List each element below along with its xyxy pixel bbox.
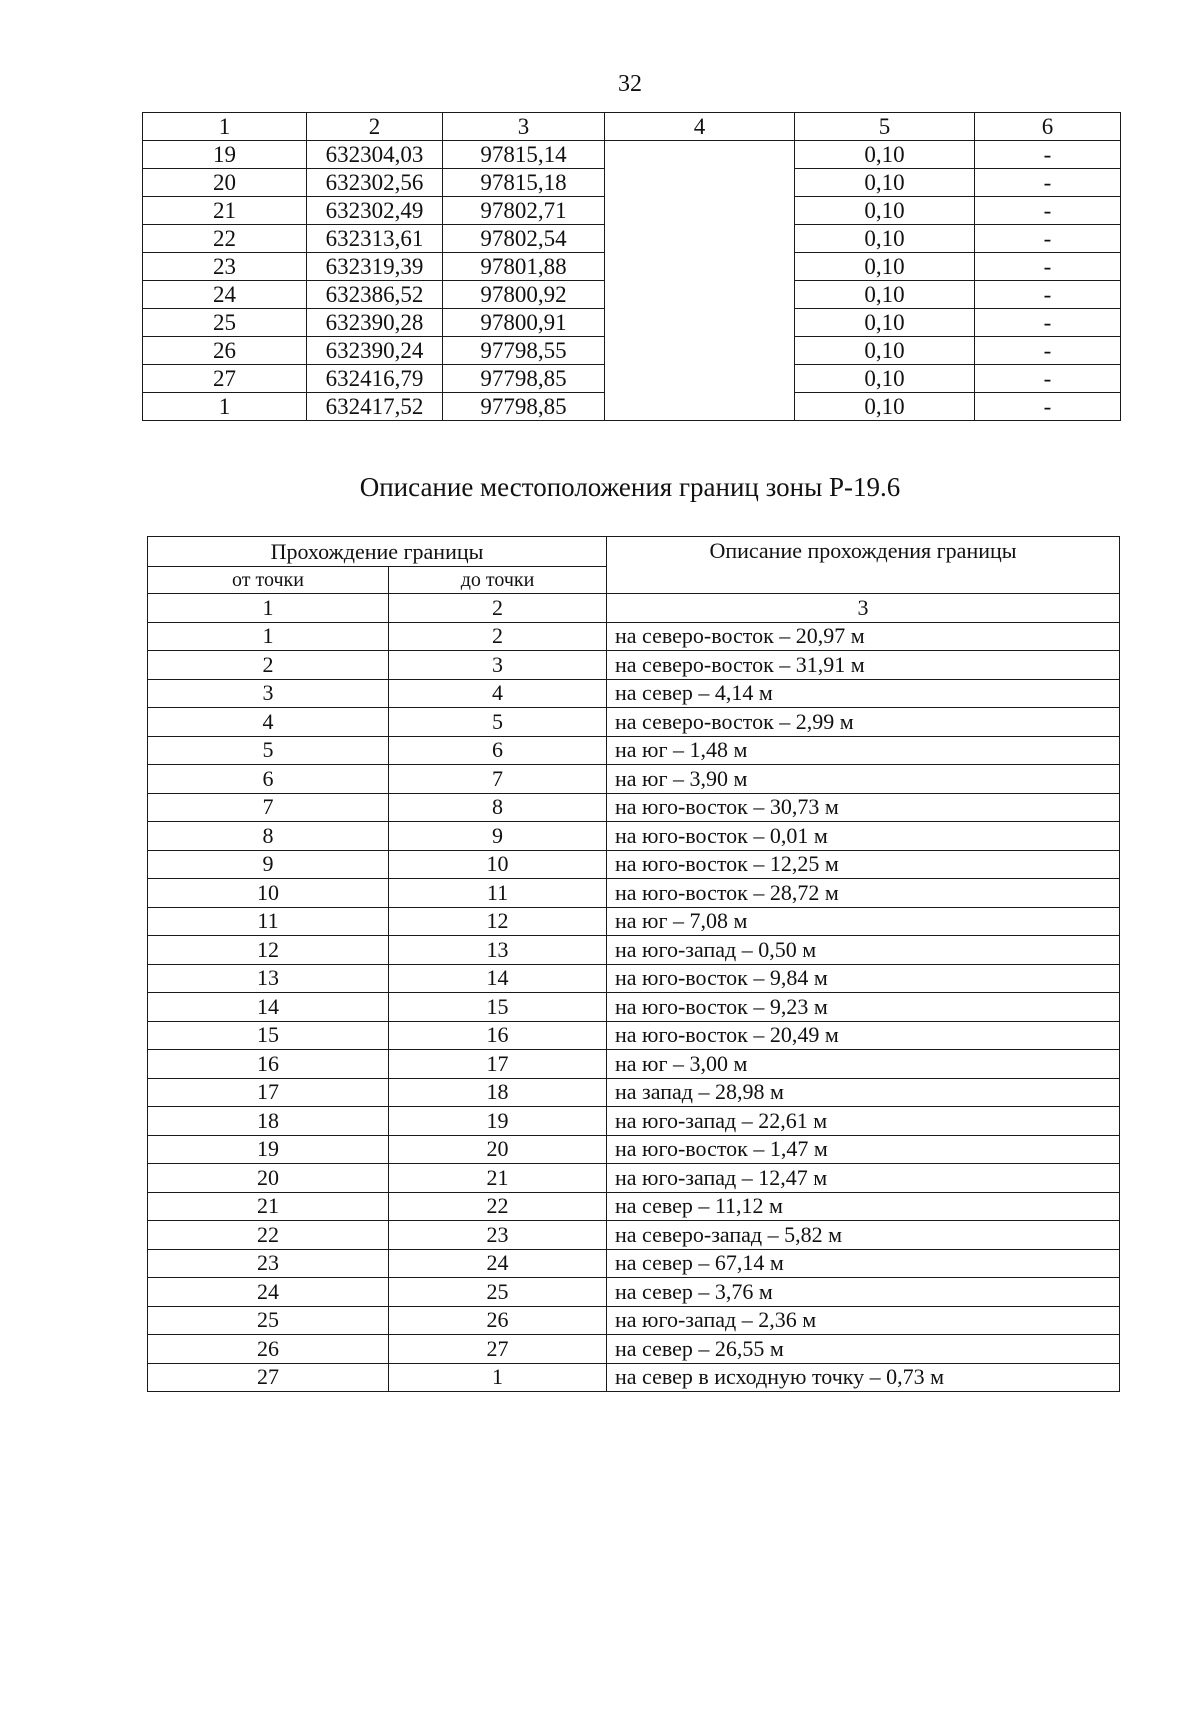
from-point-cell: 17 [148, 1078, 389, 1107]
from-point-cell: 1 [148, 622, 389, 651]
from-point-cell: 26 [148, 1335, 389, 1364]
boundary-row [148, 1135, 1120, 1164]
to-point-cell: 22 [389, 1192, 607, 1221]
x-coordinate-cell: 632390,24 [307, 337, 443, 365]
boundary-index-cell: 2 [389, 594, 607, 623]
from-point-cell: 9 [148, 850, 389, 879]
boundary-row [148, 708, 1120, 737]
to-point-cell: 14 [389, 964, 607, 993]
boundary-description-cell: на юго-восток – 0,01 м [607, 822, 1120, 851]
boundary-row [148, 1192, 1120, 1221]
boundary-row [148, 1306, 1120, 1335]
to-point-cell: 21 [389, 1164, 607, 1193]
point-number-cell: 1 [143, 393, 307, 421]
x-coordinate-cell: 632386,52 [307, 281, 443, 309]
boundary-description-cell: на север – 11,12 м [607, 1192, 1120, 1221]
accuracy-cell: 0,10 [795, 337, 975, 365]
to-point-cell: 4 [389, 679, 607, 708]
to-point-cell: 5 [389, 708, 607, 737]
boundary-row [148, 993, 1120, 1022]
coordinates-header-cell: 3 [443, 113, 605, 141]
boundary-description-cell: на юго-восток – 20,49 м [607, 1021, 1120, 1050]
from-point-cell: 19 [148, 1135, 389, 1164]
point-number-cell: 26 [143, 337, 307, 365]
from-point-cell: 20 [148, 1164, 389, 1193]
from-point-cell: 13 [148, 964, 389, 993]
boundary-pass-header: Прохождение границы [148, 537, 607, 567]
boundary-description-cell: на юго-восток – 28,72 м [607, 879, 1120, 908]
y-coordinate-cell: 97815,18 [443, 169, 605, 197]
boundary-row [148, 964, 1120, 993]
from-point-cell: 22 [148, 1221, 389, 1250]
y-coordinate-cell: 97798,85 [443, 393, 605, 421]
accuracy-cell: 0,10 [795, 253, 975, 281]
coordinates-table-body [143, 141, 1121, 421]
y-coordinate-cell: 97802,71 [443, 197, 605, 225]
to-point-cell: 26 [389, 1306, 607, 1335]
coordinates-header-cell: 2 [307, 113, 443, 141]
coordinates-header-cell: 6 [975, 113, 1121, 141]
to-point-cell: 18 [389, 1078, 607, 1107]
boundary-description-cell: на юг – 3,00 м [607, 1050, 1120, 1079]
from-point-cell: 24 [148, 1278, 389, 1307]
boundary-index-cell: 1 [148, 594, 389, 623]
boundary-row [148, 1164, 1120, 1193]
from-point-cell: 15 [148, 1021, 389, 1050]
from-point-cell: 18 [148, 1107, 389, 1136]
note-cell: - [975, 365, 1121, 393]
from-point-cell: 12 [148, 936, 389, 965]
boundary-description-cell: на север – 4,14 м [607, 679, 1120, 708]
point-number-cell: 21 [143, 197, 307, 225]
from-point-cell: 23 [148, 1249, 389, 1278]
to-point-cell: 15 [389, 993, 607, 1022]
note-cell: - [975, 225, 1121, 253]
from-point-cell: 3 [148, 679, 389, 708]
boundary-description-cell: на юго-запад – 0,50 м [607, 936, 1120, 965]
note-cell: - [975, 141, 1121, 169]
boundary-row [148, 1107, 1120, 1136]
boundary-index-row [148, 594, 1120, 623]
x-coordinate-cell: 632302,49 [307, 197, 443, 225]
point-number-cell: 22 [143, 225, 307, 253]
y-coordinate-cell: 97800,92 [443, 281, 605, 309]
boundary-row [148, 622, 1120, 651]
to-point-cell: 24 [389, 1249, 607, 1278]
to-point-cell: 6 [389, 736, 607, 765]
boundary-description-cell: на север в исходную точку – 0,73 м [607, 1363, 1120, 1392]
boundary-description-cell: на юго-восток – 12,25 м [607, 850, 1120, 879]
coordinates-header-cell: 1 [143, 113, 307, 141]
boundary-description-table [147, 536, 1120, 1392]
to-point-cell: 9 [389, 822, 607, 851]
boundary-description-cell: на северо-восток – 31,91 м [607, 651, 1120, 680]
boundary-description-cell: на юго-восток – 9,23 м [607, 993, 1120, 1022]
boundary-description-cell: на северо-восток – 20,97 м [607, 622, 1120, 651]
page-number: 32 [618, 71, 642, 97]
boundary-row [148, 793, 1120, 822]
note-cell: - [975, 281, 1121, 309]
boundary-row [148, 1249, 1120, 1278]
boundary-row [148, 1278, 1120, 1307]
boundary-description-cell: на северо-запад – 5,82 м [607, 1221, 1120, 1250]
boundary-row [148, 879, 1120, 908]
boundary-description-cell: на северо-восток – 2,99 м [607, 708, 1120, 737]
from-point-cell: 16 [148, 1050, 389, 1079]
method-cell-empty [605, 141, 795, 421]
to-point-cell: 20 [389, 1135, 607, 1164]
from-point-cell: 5 [148, 736, 389, 765]
x-coordinate-cell: 632416,79 [307, 365, 443, 393]
coordinates-header-row [143, 113, 1121, 141]
from-point-cell: 4 [148, 708, 389, 737]
accuracy-cell: 0,10 [795, 365, 975, 393]
to-point-cell: 12 [389, 907, 607, 936]
x-coordinate-cell: 632319,39 [307, 253, 443, 281]
note-cell: - [975, 393, 1121, 421]
to-point-cell: 7 [389, 765, 607, 794]
x-coordinate-cell: 632304,03 [307, 141, 443, 169]
y-coordinate-cell: 97800,91 [443, 309, 605, 337]
y-coordinate-cell: 97802,54 [443, 225, 605, 253]
y-coordinate-cell: 97801,88 [443, 253, 605, 281]
boundary-description-cell: на север – 3,76 м [607, 1278, 1120, 1307]
to-point-cell: 10 [389, 850, 607, 879]
to-point-cell: 27 [389, 1335, 607, 1364]
point-number-cell: 23 [143, 253, 307, 281]
accuracy-cell: 0,10 [795, 169, 975, 197]
boundary-row [148, 736, 1120, 765]
point-number-cell: 20 [143, 169, 307, 197]
boundary-row [148, 850, 1120, 879]
boundary-description-header: Описание прохождения границы [607, 537, 1120, 594]
to-point-cell: 17 [389, 1050, 607, 1079]
note-cell: - [975, 253, 1121, 281]
boundary-row [148, 1078, 1120, 1107]
coordinates-row [143, 141, 1121, 169]
boundary-table-body [148, 622, 1120, 1392]
boundary-row [148, 679, 1120, 708]
y-coordinate-cell: 97815,14 [443, 141, 605, 169]
boundary-row [148, 1335, 1120, 1364]
point-number-cell: 25 [143, 309, 307, 337]
boundary-row [148, 765, 1120, 794]
section-title: Описание местоположения границ зоны Р-19.6 [359, 472, 901, 502]
boundary-description-cell: на юго-восток – 9,84 м [607, 964, 1120, 993]
boundary-description-cell: на юго-восток – 1,47 м [607, 1135, 1120, 1164]
from-point-cell: 21 [148, 1192, 389, 1221]
to-point-cell: 11 [389, 879, 607, 908]
to-point-cell: 2 [389, 622, 607, 651]
from-point-cell: 6 [148, 765, 389, 794]
coordinates-header-cell: 5 [795, 113, 975, 141]
from-point-cell: 2 [148, 651, 389, 680]
boundary-row [148, 1221, 1120, 1250]
y-coordinate-cell: 97798,55 [443, 337, 605, 365]
to-point-cell: 13 [389, 936, 607, 965]
accuracy-cell: 0,10 [795, 141, 975, 169]
accuracy-cell: 0,10 [795, 225, 975, 253]
y-coordinate-cell: 97798,85 [443, 365, 605, 393]
boundary-description-cell: на юго-запад – 2,36 м [607, 1306, 1120, 1335]
boundary-row [148, 1050, 1120, 1079]
x-coordinate-cell: 632417,52 [307, 393, 443, 421]
point-number-cell: 24 [143, 281, 307, 309]
boundary-row [148, 1021, 1120, 1050]
from-point-header: от точки [148, 567, 389, 594]
from-point-cell: 14 [148, 993, 389, 1022]
boundary-description-cell: на север – 67,14 м [607, 1249, 1120, 1278]
note-cell: - [975, 197, 1121, 225]
from-point-cell: 10 [148, 879, 389, 908]
boundary-row [148, 651, 1120, 680]
boundary-description-cell: на юг – 1,48 м [607, 736, 1120, 765]
accuracy-cell: 0,10 [795, 309, 975, 337]
to-point-cell: 25 [389, 1278, 607, 1307]
accuracy-cell: 0,10 [795, 281, 975, 309]
x-coordinate-cell: 632390,28 [307, 309, 443, 337]
from-point-cell: 7 [148, 793, 389, 822]
boundary-description-cell: на юго-запад – 12,47 м [607, 1164, 1120, 1193]
to-point-cell: 23 [389, 1221, 607, 1250]
from-point-cell: 11 [148, 907, 389, 936]
note-cell: - [975, 169, 1121, 197]
point-number-cell: 19 [143, 141, 307, 169]
boundary-row [148, 1363, 1120, 1392]
accuracy-cell: 0,10 [795, 393, 975, 421]
coordinates-table [142, 112, 1121, 421]
boundary-row [148, 907, 1120, 936]
to-point-cell: 16 [389, 1021, 607, 1050]
boundary-description-cell: на север – 26,55 м [607, 1335, 1120, 1364]
boundary-description-cell: на юг – 3,90 м [607, 765, 1120, 794]
boundary-row [148, 822, 1120, 851]
boundary-description-cell: на юго-восток – 30,73 м [607, 793, 1120, 822]
note-cell: - [975, 337, 1121, 365]
to-point-cell: 19 [389, 1107, 607, 1136]
boundary-row [148, 936, 1120, 965]
to-point-cell: 1 [389, 1363, 607, 1392]
to-point-cell: 8 [389, 793, 607, 822]
from-point-cell: 27 [148, 1363, 389, 1392]
boundary-index-cell: 3 [607, 594, 1120, 623]
accuracy-cell: 0,10 [795, 197, 975, 225]
boundary-description-cell: на запад – 28,98 м [607, 1078, 1120, 1107]
x-coordinate-cell: 632302,56 [307, 169, 443, 197]
from-point-cell: 8 [148, 822, 389, 851]
boundary-description-cell: на юго-запад – 22,61 м [607, 1107, 1120, 1136]
to-point-cell: 3 [389, 651, 607, 680]
boundary-header-row [148, 537, 1120, 567]
coordinates-header-cell: 4 [605, 113, 795, 141]
boundary-description-cell: на юг – 7,08 м [607, 907, 1120, 936]
x-coordinate-cell: 632313,61 [307, 225, 443, 253]
from-point-cell: 25 [148, 1306, 389, 1335]
point-number-cell: 27 [143, 365, 307, 393]
to-point-header: до точки [389, 567, 607, 594]
note-cell: - [975, 309, 1121, 337]
